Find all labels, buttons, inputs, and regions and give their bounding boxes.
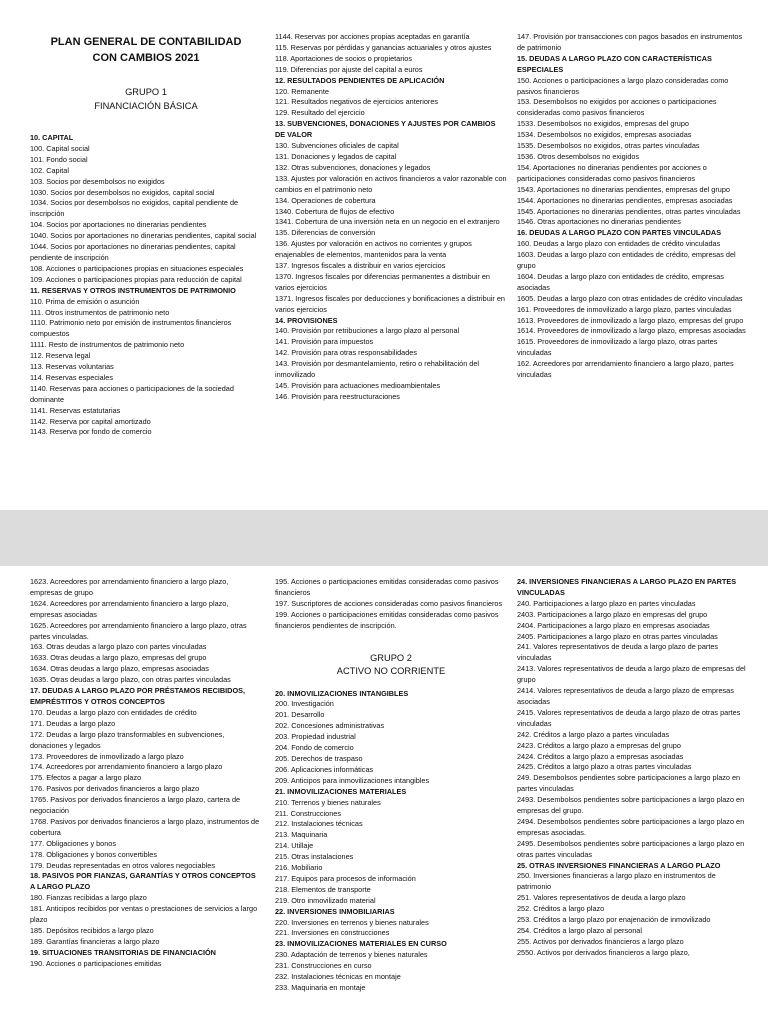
account-entry: 1534. Desembolsos no exigidos, empresas asociadas xyxy=(517,130,692,140)
account-entry: 1613. Proveedores de inmovilizado a largo plazo, empresas del grupo xyxy=(517,315,744,325)
account-entry: 1624. Acreedores por arrendamiento financiero a largo plazo, empresas asociadas xyxy=(30,598,229,619)
account-entry: 201. Desarrollo xyxy=(275,710,325,720)
account-entry: 154. Aportaciones no dinerarias pendientes por acciones o participaciones consideradas como pasivos financieros xyxy=(517,162,707,183)
account-entry: 2424. Créditos a largo plazo a empresas asociadas xyxy=(517,751,684,761)
group-number: GRUPO 2 xyxy=(370,652,412,663)
account-entry: 206. Aplicaciones informáticas xyxy=(275,764,374,774)
account-entry: 1545. Aportaciones no dinerarias pendientes, otras partes vinculadas xyxy=(517,206,741,216)
section-heading: 13. SUBVENCIONES, DONACIONES Y AJUSTES POR CAMBIOS DE VALOR xyxy=(275,119,496,140)
account-entry: 103. Socios por desembolsos no exigidos xyxy=(30,176,165,186)
account-entry: 1535. Desembolsos no exigidos, otras partes vinculadas xyxy=(517,141,700,151)
column-2 xyxy=(275,577,507,994)
account-entry: 230. Adaptación de terrenos y bienes naturales xyxy=(275,950,428,960)
account-entry: 204. Fondo de comercio xyxy=(275,743,354,753)
title-line: PLAN GENERAL DE CONTABILIDAD xyxy=(50,36,242,48)
account-entry: 145. Provisión para actuaciones medioambientales xyxy=(275,381,441,390)
account-entry: 221. Inversiones en construcciones xyxy=(275,928,390,938)
title-line: CON CAMBIOS 2021 xyxy=(92,52,200,64)
account-entry: 217. Equipos para procesos de información xyxy=(275,873,416,883)
account-entry: 203. Propiedad industrial xyxy=(275,732,356,742)
account-entry: 1603. Deudas a largo plazo con entidades de crédito, empresas del grupo xyxy=(517,250,736,271)
account-entry: 218. Elementos de transporte xyxy=(275,884,371,894)
account-entry: 1040. Socios por aportaciones no dinerarias pendientes, capital social xyxy=(30,231,257,241)
account-list xyxy=(275,32,507,403)
account-entry: 2415. Valores representativos de deuda a largo plazo de otras partes vinculadas xyxy=(517,707,741,728)
account-entry: 1370. Ingresos fiscales por diferencias permanentes a distribuir en varios ejercicios xyxy=(275,271,490,292)
account-entry: 1371. Ingresos fiscales por deducciones y bonificaciones a distribuir en varios ejercicios xyxy=(275,293,505,314)
account-entry: 112. Reserva legal xyxy=(30,351,91,361)
account-entry: 1634. Otras deudas a largo plazo, empresas asociadas xyxy=(30,664,209,674)
account-entry: 178. Obligaciones y bonos convertibles xyxy=(30,849,157,859)
account-entry: 142. Provisión para otras responsabilidades xyxy=(275,348,417,358)
account-entry: 1543. Aportaciones no dinerarias pendientes, empresas del grupo xyxy=(517,184,730,194)
account-entry: 254. Créditos a largo plazo al personal xyxy=(517,926,642,935)
section-heading: 10. CAPITAL xyxy=(30,133,74,142)
account-entry: 1623. Acreedores por arrendamiento financiero a largo plazo, empresas de grupo xyxy=(30,577,229,597)
account-entry: 170. Deudas a largo plazo con entidades de crédito xyxy=(30,707,197,717)
account-entry: 1604. Deudas a largo plazo con entidades de crédito, empresas asociadas xyxy=(517,271,724,292)
account-entry: 102. Capital xyxy=(30,165,69,175)
account-entry: 147. Provisión por transacciones con pagos basados en instrumentos de patrimonio xyxy=(517,32,743,52)
account-entry: 1141. Reservas estatutarias xyxy=(30,405,121,415)
account-entry: 101. Fondo social xyxy=(30,154,88,164)
account-entry: 1765. Pasivos por derivados financieros a largo plazo, cartera de negociación xyxy=(30,795,241,816)
account-entry: 2493. Desembolsos pendientes sobre participaciones a largo plazo en empresas del grupo. xyxy=(517,795,745,816)
account-entry: 109. Acciones o participaciones propias para reducción de capital xyxy=(30,274,242,284)
account-entry: 185. Depósitos recibidos a largo plazo xyxy=(30,926,154,935)
account-entry: 135. Diferencias de conversión xyxy=(275,228,376,238)
account-entry: 231. Construcciones en curso xyxy=(275,961,372,971)
account-list xyxy=(30,133,262,438)
group-number: GRUPO 1 xyxy=(125,87,167,97)
account-entry: 1635. Otras deudas a largo plazo, con otras partes vinculadas xyxy=(30,675,231,685)
account-entry: 2405. Participaciones a largo plazo en otras partes vinculadas xyxy=(517,631,718,641)
account-entry: 216. Mobiliario xyxy=(275,863,323,873)
account-entry: 1144. Reservas por acciones propias aceptadas en garantía xyxy=(275,32,470,41)
account-entry: 1140. Reservas para acciones o participaciones de la sociedad dominante xyxy=(30,383,234,404)
account-entry: 215. Otras instalaciones xyxy=(275,852,354,862)
account-entry: 121. Resultados negativos de ejercicios anteriores xyxy=(275,97,439,107)
account-entry: 118. Aportaciones de socios o propietarios xyxy=(275,53,412,63)
account-entry: 177. Obligaciones y bonos xyxy=(30,838,116,848)
section-heading: 17. DEUDAS A LARGO PLAZO POR PRÉSTAMOS RECIBIDOS, EMPRÉSTITOS Y OTROS CONCEPTOS xyxy=(30,686,246,706)
account-entry: 140. Provisión por retribuciones a largo plazo al personal xyxy=(275,326,460,336)
account-entry: 2404. Participaciones a largo plazo en empresas asociadas xyxy=(517,620,710,630)
account-entry: 1536. Otros desembolsos no exigidos xyxy=(517,151,640,161)
account-entry: 189. Garantías financieras a largo plazo xyxy=(30,936,160,946)
account-entry: 219. Otro inmovilizado material xyxy=(275,895,376,905)
document-title xyxy=(30,34,262,66)
account-entry: 220. Inversiones en terrenos y bienes naturales xyxy=(275,917,429,927)
account-entry: 129. Resultado del ejercicio xyxy=(275,108,365,118)
account-entry: 133. Ajustes por valoración en activos financieros a valor razonable con cambios en el patrimonio neto xyxy=(275,173,507,194)
account-entry: 108. Acciones o participaciones propias en situaciones especiales xyxy=(30,263,244,273)
section-heading: 24. INVERSIONES FINANCIERAS A LARGO PLAZO EN PARTES VINCULADAS xyxy=(517,577,737,597)
account-entry: 233. Maquinaria en montaje xyxy=(275,983,366,992)
account-entry: 250. Inversiones financieras a largo plazo en instrumentos de patrimonio xyxy=(517,871,716,892)
account-entry: 146. Provisión para reestructuraciones xyxy=(275,391,400,401)
account-entry: 1546. Otras aportaciones no dinerarias pendientes xyxy=(517,217,681,227)
section-heading: 19. SITUACIONES TRANSITORIAS DE FINANCIACIÓN xyxy=(30,947,216,957)
account-entry: 197. Suscriptores de acciones consideradas como pasivos financieros xyxy=(275,598,503,608)
account-entry: 2495. Desembolsos pendientes sobre participaciones a largo plazo en otras partes vinculadas xyxy=(517,838,745,859)
account-entry: 110. Prima de emisión o asunción xyxy=(30,296,140,306)
account-entry: 132. Otras subvenciones, donaciones y legados xyxy=(275,162,431,172)
account-entry: 2425. Créditos a largo plazo a otras partes vinculadas xyxy=(517,762,692,772)
account-entry: 252. Créditos a largo plazo xyxy=(517,904,605,914)
account-entry: 137. Ingresos fiscales a distribuir en varios ejercicios xyxy=(275,261,446,271)
account-entry: 114. Reservas especiales xyxy=(30,372,114,382)
account-entry: 190. Acciones o participaciones emitidas xyxy=(30,958,162,968)
account-entry: 1030. Socios por desembolsos no exigidos, capital social xyxy=(30,187,215,197)
account-list xyxy=(517,577,749,959)
section-heading: 18. PASIVOS POR FIANZAS, GARANTÍAS Y OTROS CONCEPTOS A LARGO PLAZO xyxy=(30,871,256,892)
account-entry: 1614. Proveedores de inmovilizado a largo plazo, empresas asociadas xyxy=(517,326,746,336)
account-entry: 2403. Participaciones a largo plazo en empresas del grupo xyxy=(517,609,708,619)
column-3 xyxy=(517,577,749,959)
account-entry: 1533. Desembolsos no exigidos, empresas del grupo xyxy=(517,119,689,129)
account-entry: 240. Participaciones a largo plazo en partes vinculadas xyxy=(517,598,696,608)
account-entry: 1044. Socios por aportaciones no dinerarias pendientes, capital pendiente de inscripción xyxy=(30,242,236,262)
column-3 xyxy=(517,32,749,381)
account-entry: 179. Deudas representadas en otros valores negociables xyxy=(30,860,215,870)
account-entry: 171. Deudas a largo plazo xyxy=(30,718,116,728)
account-entry: 253. Créditos a largo plazo por enajenación de inmovilizado xyxy=(517,915,711,925)
account-entry: 100. Capital social xyxy=(30,143,90,153)
account-entry: 143. Provisión por desmantelamiento, retiro o rehabilitación del inmovilizado xyxy=(275,359,480,380)
account-entry: 180. Fianzas recibidas a largo plazo xyxy=(30,893,147,903)
column-2 xyxy=(275,32,507,403)
account-entry: 2423. Créditos a largo plazo a empresas del grupo xyxy=(517,740,681,750)
account-entry: 1633. Otras deudas a largo plazo, empresas del grupo xyxy=(30,653,207,663)
account-entry: 195. Acciones o participaciones emitidas consideradas como pasivos financieros xyxy=(275,577,499,597)
account-entry: 214. Utillaje xyxy=(275,841,314,851)
account-entry: 174. Acreedores por arrendamiento financiero a largo plazo xyxy=(30,762,223,772)
account-list xyxy=(275,689,507,994)
section-heading: 21. INMOVILIZACIONES MATERIALES xyxy=(275,786,407,796)
account-entry: 1544. Aportaciones no dinerarias pendientes, empresas asociadas xyxy=(517,195,733,205)
account-entry: 200. Investigación xyxy=(275,699,334,709)
account-entry: 1605. Deudas a largo plazo con otras entidades de crédito vinculadas xyxy=(517,293,743,303)
account-entry: 113. Reservas voluntarias xyxy=(30,362,114,372)
account-entry: 176. Pasivos por derivados financieros a largo plazo xyxy=(30,784,200,794)
account-list xyxy=(275,577,507,632)
account-entry: 232. Instalaciones técnicas en montaje xyxy=(275,972,401,982)
account-entry: 209. Anticipos para inmovilizaciones intangibles xyxy=(275,775,430,785)
account-entry: 161. Proveedores de inmovilizado a largo plazo, partes vinculadas xyxy=(517,304,732,314)
account-entry: 2550. Activos por derivados financieros a largo plazo, xyxy=(517,947,690,957)
section-heading: 20. INMOVILIZACIONES INTANGIBLES xyxy=(275,688,409,698)
account-entry: 1341. Cobertura de una inversión neta en un negocio en el extranjero xyxy=(275,217,500,227)
account-entry: 212. Instalaciones técnicas xyxy=(275,819,363,829)
group-heading xyxy=(30,86,262,113)
section-heading: 23. INMOVILIZACIONES MATERIALES EN CURSO xyxy=(275,939,447,949)
account-entry: 1111. Resto de instrumentos de patrimonio neto xyxy=(30,340,185,350)
account-entry: 205. Derechos de traspaso xyxy=(275,753,363,763)
account-entry: 173. Proveedores de inmovilizado a largo plazo xyxy=(30,751,184,761)
account-entry: 241. Valores representativos de deuda a largo plazo de partes vinculadas xyxy=(517,642,719,663)
account-entry: 1034. Socios por desembolsos no exigidos, capital pendiente de inscripción xyxy=(30,198,239,219)
account-entry: 153. Desembolsos no exigidos por acciones o participaciones consideradas como pasivos financieros xyxy=(517,97,717,118)
account-entry: 210. Terrenos y bienes naturales xyxy=(275,797,381,807)
account-entry: 202. Concesiones administrativas xyxy=(275,721,385,731)
account-entry: 150. Acciones o participaciones a largo plazo consideradas como pasivos financieros xyxy=(517,75,729,96)
column-1 xyxy=(30,34,262,438)
account-entry: 249. Desembolsos pendientes sobre participaciones a largo plazo en partes vinculadas xyxy=(517,773,741,794)
account-entry: 175. Efectos a pagar a largo plazo xyxy=(30,773,142,783)
account-entry: 111. Otros instrumentos de patrimonio neto xyxy=(30,307,170,317)
account-entry: 141. Provisión para impuestos xyxy=(275,337,374,347)
document-page-top xyxy=(0,0,768,510)
account-entry: 1143. Reserva por fondo de comercio xyxy=(30,427,152,437)
account-entry: 211. Construcciones xyxy=(275,808,341,818)
section-heading: 14. PROVISIONES xyxy=(275,315,338,325)
account-entry: 120. Remanente xyxy=(275,86,329,96)
account-entry: 1340. Cobertura de flujos de efectivo xyxy=(275,206,395,216)
account-entry: 1768. Pasivos por derivados financieros a largo plazo, instrumentos de cobertura xyxy=(30,816,260,837)
document-page-bottom xyxy=(0,566,768,1024)
account-entry: 162. Acreedores por arrendamiento financiero a largo plazo, partes vinculadas xyxy=(517,359,734,380)
account-entry: 119. Diferencias por ajuste del capital a euros xyxy=(275,64,423,74)
group-heading xyxy=(275,652,507,679)
group-name: FINANCIACIÓN BÁSICA xyxy=(94,100,198,111)
account-entry: 136. Ajustes por valoración en activos no corrientes y grupos enajenables de elementos, mantenidos para la venta xyxy=(275,239,472,260)
section-heading: 16. DEUDAS A LARGO PLAZO CON PARTES VINCULADAS xyxy=(517,228,722,238)
account-entry: 1615. Proveedores de inmovilizado a largo plazo, otras partes vinculadas xyxy=(517,337,718,358)
account-entry: 242. Créditos a largo plazo a partes vinculadas xyxy=(517,729,670,739)
account-list xyxy=(30,577,262,970)
account-entry: 199. Acciones o participaciones emitidas consideradas como pasivos financieros pendientes de inscripción. xyxy=(275,609,499,630)
section-heading: 15. DEUDAS A LARGO PLAZO CON CARACTERÍSTICAS ESPECIALES xyxy=(517,53,712,74)
account-entry: 163. Otras deudas a largo plazo con partes vinculadas xyxy=(30,642,207,652)
account-entry: 213. Maquinaria xyxy=(275,830,328,840)
account-entry: 115. Reservas por pérdidas y ganancias actuariales y otros ajustes xyxy=(275,42,492,52)
account-entry: 104. Socios por aportaciones no dinerarias pendientes xyxy=(30,220,207,230)
section-heading: 12. RESULTADOS PENDIENTES DE APLICACIÓN xyxy=(275,75,445,85)
section-heading: 25. OTRAS INVERSIONES FINANCIERAS A LARGO PLAZO xyxy=(517,860,721,870)
account-entry: 172. Deudas a largo plazo transformables en subvenciones, donaciones y legados xyxy=(30,729,225,750)
account-entry: 134. Operaciones de cobertura xyxy=(275,195,376,205)
account-entry: 2413. Valores representativos de deuda a largo plazo de empresas del grupo xyxy=(517,664,746,685)
account-entry: 181. Anticipos recibidos por ventas o prestaciones de servicios a largo plazo xyxy=(30,904,258,925)
group-name: ACTIVO NO CORRIENTE xyxy=(336,666,446,677)
account-entry: 255. Activos por derivados financieros a largo plazo xyxy=(517,936,684,946)
account-entry: 130. Subvenciones oficiales de capital xyxy=(275,141,399,151)
account-entry: 251. Valores representativos de deuda a largo plazo xyxy=(517,893,686,903)
column-1 xyxy=(30,577,262,970)
account-entry: 1110. Patrimonio neto por emisión de instrumentos financieros compuestos xyxy=(30,318,232,339)
account-list xyxy=(517,32,749,381)
account-entry: 2494. Desembolsos pendientes sobre participaciones a largo plazo en empresas asociadas. xyxy=(517,816,745,837)
section-heading: 11. RESERVAS Y OTROS INSTRUMENTOS DE PATRIMONIO xyxy=(30,285,236,295)
account-entry: 1142. Reserva por capital amortizado xyxy=(30,416,151,426)
account-entry: 160. Deudas a largo plazo con entidades de crédito vinculadas xyxy=(517,239,721,249)
account-entry: 2414. Valores representativos de deuda a largo plazo de empresas asociadas xyxy=(517,686,734,706)
section-heading: 22. INVERSIONES INMOBILIARIAS xyxy=(275,906,395,916)
account-entry: 131. Donaciones y legados de capital xyxy=(275,151,397,161)
account-entry: 1625. Acreedores por arrendamiento financiero a largo plazo, otras partes vinculadas. xyxy=(30,620,247,641)
